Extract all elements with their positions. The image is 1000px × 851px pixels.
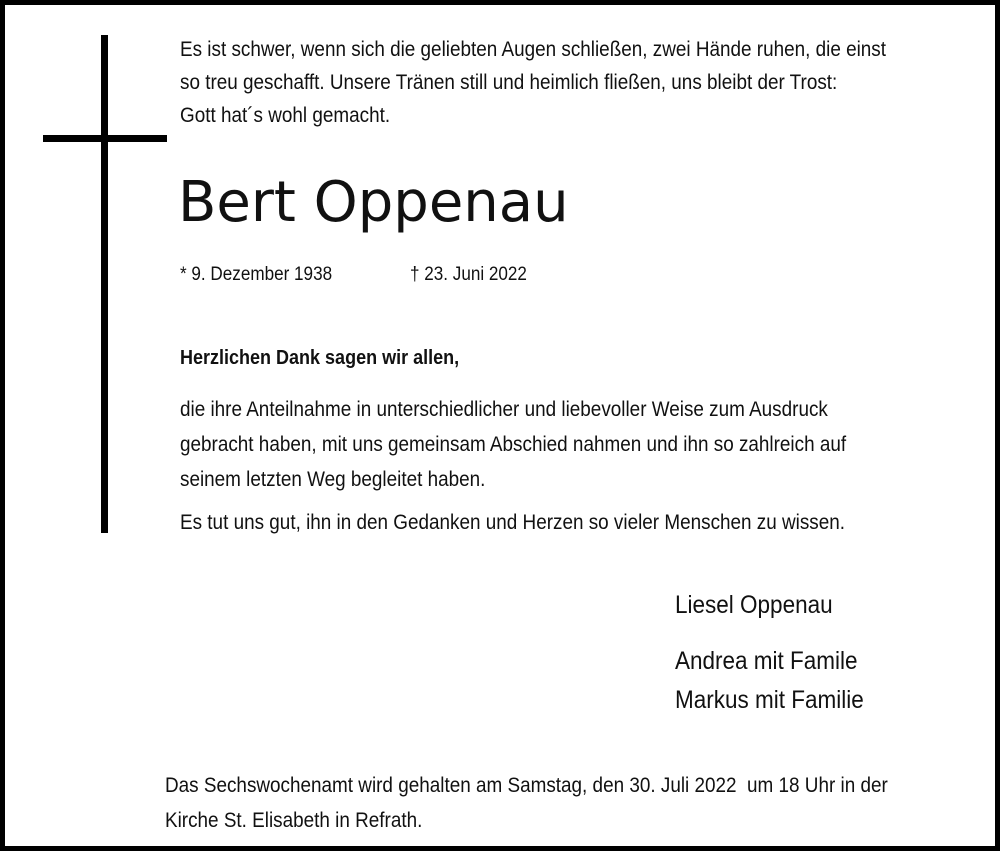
thanks-line: seinem letzten Weg begleitet haben.: [180, 468, 486, 491]
thanks-line: die ihre Anteilnahme in unterschiedlicher und liebevoller Weise zum Ausdruck: [180, 398, 828, 421]
thanks-text: [180, 392, 918, 497]
birth-date: * 9. Dezember 1938: [180, 264, 333, 285]
thanks-closing: Es tut uns gut, ihn in den Gedanken und Herzen so vieler Menschen zu wissen.: [180, 511, 846, 534]
service-announcement: [165, 768, 939, 838]
verse-line: Es ist schwer, wenn sich die geliebten Augen schließen, zwei Hände ruhen, die einst: [180, 38, 887, 61]
signature-widow: Liesel Oppenau: [675, 591, 833, 619]
thanks-line: gebracht haben, mit uns gemeinsam Abschied nahmen und ihn so zahlreich auf: [180, 433, 847, 456]
cross-icon-vertical-beam: [101, 35, 108, 533]
death-date: † 23. Juni 2022: [410, 264, 527, 285]
verse-line: so treu geschafft. Unsere Tränen still und heimlich fließen, uns bleibt der Trost:: [180, 71, 838, 94]
deceased-name: Bert Oppenau: [178, 170, 569, 235]
verse-line: Gott hat´s wohl gemacht.: [180, 104, 391, 127]
thanks-heading: Herzlichen Dank sagen wir allen,: [180, 347, 460, 369]
signature-family-2: Markus mit Familie: [675, 686, 864, 714]
memorial-verse: [180, 33, 900, 132]
signature-family-1: Andrea mit Famile: [675, 647, 858, 675]
service-line: Kirche St. Elisabeth in Refrath.: [165, 809, 423, 832]
cross-icon-horizontal-beam: [43, 135, 167, 142]
service-line: Das Sechswochenamt wird gehalten am Samstag, den 30. Juli 2022 um 18 Uhr in der: [165, 774, 888, 797]
